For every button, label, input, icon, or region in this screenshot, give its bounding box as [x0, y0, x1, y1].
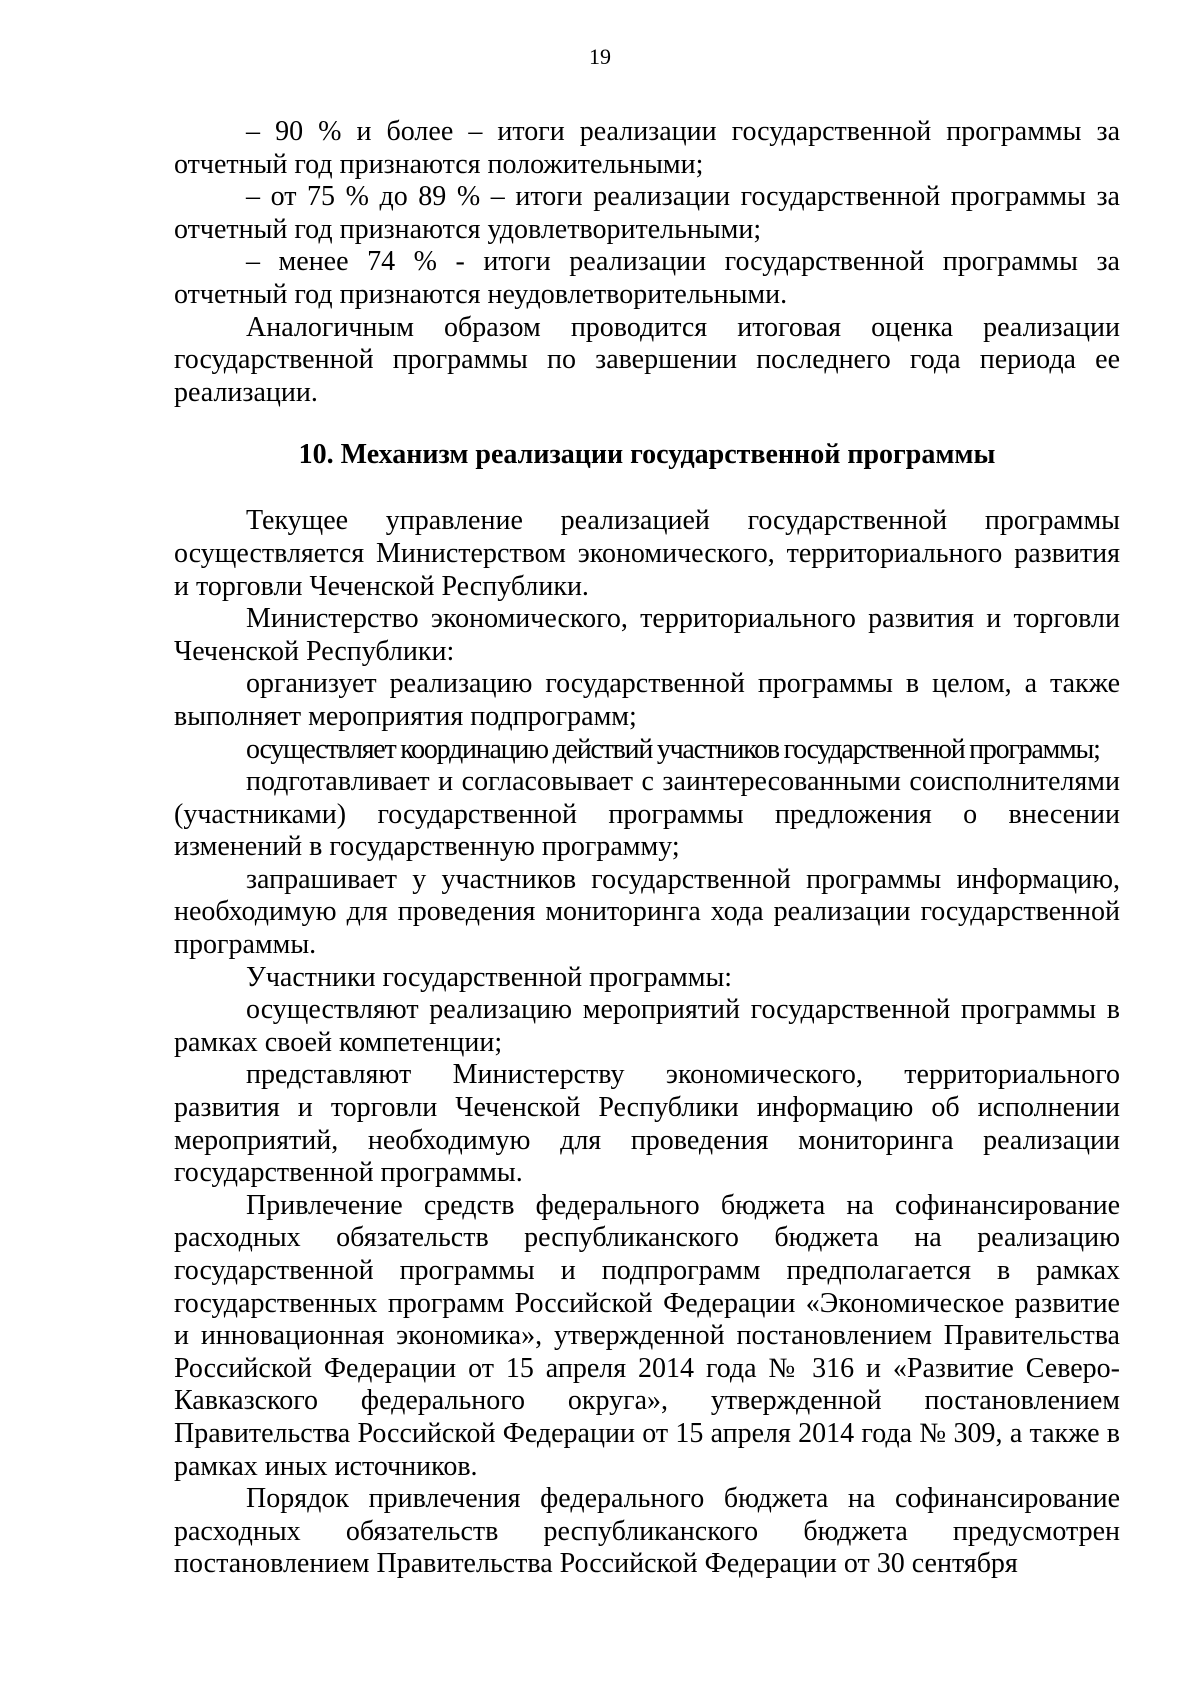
participants-duty-report: представляют Министерству экономического, территориального развития и торговли Чеченской Республики информацию об исполнении мероприятий, необходимую для проведения мониторинга реализации государственной программы.	[174, 1059, 1120, 1189]
page-number: 19	[589, 44, 611, 69]
participants-intro-paragraph: Участники государственной программы:	[246, 961, 733, 993]
criteria-positive: – 90 % и более – итоги реализации государственной программы за отчетный год признаются положительными;	[174, 116, 1120, 180]
participants-duty-implement: осуществляют реализацию мероприятий государственной программы в рамках своей компетенции;	[174, 994, 1120, 1058]
ministry-duty-request: запрашивает у участников государственной программы информацию, необходимую для проведения мониторинга хода реализации государственной программы.	[174, 863, 1120, 961]
section-heading: 10. Механизм реализации государственной программы	[298, 439, 996, 471]
ministry-duty-coordinate: осуществляет координацию действий участников государственной программы;	[246, 733, 1100, 765]
ministry-duty-prepare: подготавливает и согласовывает с заинтересованными соисполнителями (участниками) государственной программы предложения о внесении изменений в государственную программу;	[174, 766, 1120, 863]
funding-procedure-paragraph: Порядок привлечения федерального бюджета на софинансирование расходных обязательств республиканского бюджета предусмотрен постановлением Правительства Российской Федерации от 30 сентября	[174, 1483, 1120, 1580]
management-paragraph: Текущее управление реализацией государственной программы осуществляется Министерством экономического, территориального развития и торговли Чеченской Республики.	[174, 505, 1120, 602]
ministry-intro-paragraph: Министерство экономического, территориального развития и торговли Чеченской Республики:	[174, 603, 1120, 667]
final-assessment-paragraph: Аналогичным образом проводится итоговая оценка реализации государственной программы по завершении последнего года периода ее реализации.	[174, 311, 1120, 408]
criteria-satisfactory: – от 75 % до 89 % – итоги реализации государственной программы за отчетный год признаются удовлетворительными;	[174, 181, 1120, 245]
federal-funding-paragraph: Привлечение средств федерального бюджета на софинансирование расходных обязательств республиканского бюджета на реализацию государственной программы и подпрограмм предполагается в рамках государственных программ Российской Федерации «Экономическое развитие и инновационная экономика», утвержденной постановлением Правительства Российской Федерации от 15 апреля 2014 года № 316 и «Развитие Северо-Кавказского федерального округа», утвержденной постановлением Правительства Российской Федерации от 15 апреля 2014 года № 309, а также в рамках иных источников.	[174, 1189, 1120, 1482]
ministry-duty-organize: организует реализацию государственной программы в целом, а также выполняет мероприятия подпрограмм;	[174, 668, 1120, 732]
document-body	[174, 116, 1120, 1581]
criteria-unsatisfactory: – менее 74 % - итоги реализации государственной программы за отчетный год признаются неудовлетворительными.	[174, 246, 1120, 310]
